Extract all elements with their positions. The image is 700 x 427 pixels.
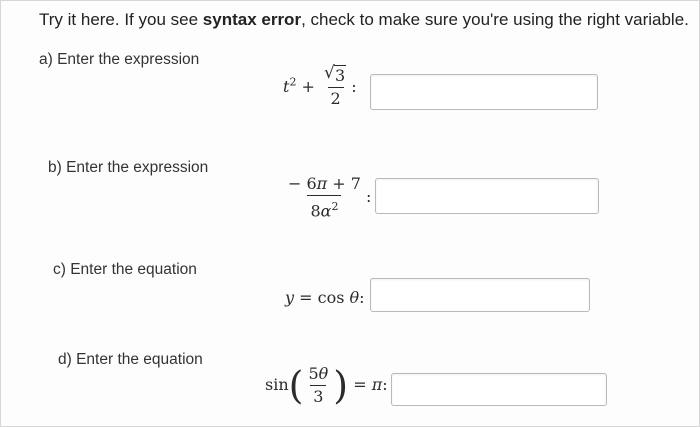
part-b-expression: $\frac{- 6\pi + 7}{8\alpha^2}$ : [288, 174, 372, 221]
part-a-expression: $t^2$ + √ 3 2 : [283, 63, 357, 108]
instructions-text: Try it here. If you see syntax error, check to make sure you're using the right variable. [39, 10, 689, 29]
part-a-label: a) Enter the expression [39, 51, 200, 68]
part-b-answer-input[interactable] [375, 178, 599, 214]
part-d-answer-input[interactable] [391, 373, 607, 406]
part-c-label: c) Enter the equation [53, 261, 197, 278]
part-d-label: d) Enter the equation [58, 351, 203, 368]
syntax-error-highlight: syntax error [202, 10, 302, 29]
part-a-answer-input[interactable] [370, 74, 598, 110]
part-c-expression: y = cos θ: [285, 288, 365, 307]
part-b-label: b) Enter the expression [48, 159, 209, 176]
part-d-expression: sin( $\frac{5\theta}{3}$ ) = π: [265, 363, 388, 408]
part-c-answer-input[interactable] [370, 278, 590, 312]
